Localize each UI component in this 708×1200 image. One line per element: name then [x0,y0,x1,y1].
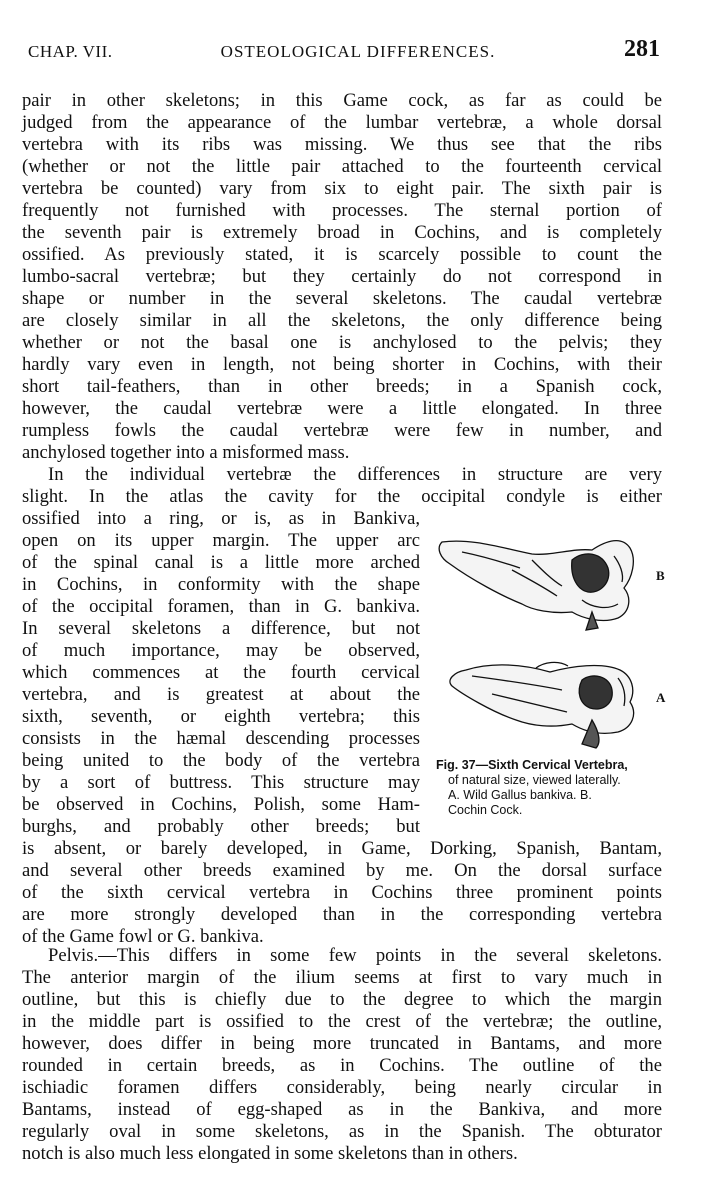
figure-label-b: B [656,568,665,583]
text-line: ossified into a ring, or is, as in Bankiva, [22,508,420,529]
text-line: shape or number in the several skeletons. The caudal vertebræ [22,288,662,309]
text-line: slight. In the atlas the cavity for the occipital condyle is either [22,486,662,507]
paragraph-vertebrae-rest [22,838,662,948]
text-line: hardly vary even in length, not being shorter in Cochins, with their [22,354,662,375]
vertebra-a-drawing [450,662,634,748]
paragraph-pelvis [22,945,662,1165]
text-line: is absent, or barely developed, in Game, Dorking, Spanish, Bantam, [22,838,662,859]
text-line: of the Game fowl or G. bankiva. [22,926,264,947]
text-line: in the middle part is ossified to the crest of the vertebræ; the outline, [22,1011,662,1032]
text-line: rumpless fowls the caudal vertebræ were few in number, and [22,420,662,441]
text-line: in Cochins, in conformity with the shape [22,574,420,595]
text-line: rounded in certain breeds, as in Cochins. The outline of the [22,1055,662,1076]
running-title: OSTEOLOGICAL DIFFERENCES. [220,42,496,61]
text-line: however, does differ in being more truncated in Bantams, and more [22,1033,662,1054]
paragraph-ribs [22,90,662,464]
text-line: vertebra, and is greatest at about the [22,684,420,705]
running-header [28,38,660,68]
text-line: whether or not the basal one is anchylosed to the pelvis; they [22,332,662,353]
page-number: 281 [624,36,660,62]
text-line: and several other breeds examined by me. On the dorsal surface [22,860,662,881]
text-line: ossified. As previously stated, it is scarcely possible to count the [22,244,662,265]
text-line: the seventh pair is extremely broad in Cochins, and is completely [22,222,662,243]
text-line: are more strongly developed than in the corresponding vertebra [22,904,662,925]
text-line: by a sort of buttress. This structure may [22,772,420,793]
paragraph-vertebrae-narrow [22,508,420,838]
text-line: pair in other skeletons; in this Game cock, as far as could be [22,90,662,111]
text-line: In several skeletons a difference, but not [22,618,420,639]
text-line: vertebra be counted) vary from six to eight pair. The sixth pair is [22,178,662,199]
text-line: of much importance, may be observed, [22,640,420,661]
text-line: outline, but this is chiefly due to the degree to which the margin [22,989,662,1010]
text-line: notch is also much less elongated in some skeletons than in others. [22,1143,518,1164]
caption-line-1: of natural size, viewed laterally. [448,773,621,787]
text-line: sixth, seventh, or eighth vertebra; this [22,706,420,727]
text-line: vertebra with its ribs was missing. We thus see that the ribs [22,134,662,155]
text-line: The anterior margin of the ilium seems at first to vary much in [22,967,662,988]
figure-label-a: A [656,690,666,705]
text-line: regularly oval in some skeletons, as in the Spanish. The obturator [22,1121,662,1142]
chapter-label: CHAP. VII. [28,42,113,61]
caption-line-2: A. Wild Gallus bankiva. B. [448,788,592,802]
text-line: lumbo-sacral vertebræ; but they certainly do not correspond in [22,266,662,287]
caption-title: Fig. 37—Sixth Cervical Vertebra, [436,758,628,772]
text-line: consists in the hæmal descending processes [22,728,420,749]
caption-line-3: Cochin Cock. [448,803,523,817]
text-line: Bantams, instead of egg-shaped as in the Bankiva, and more [22,1099,662,1120]
text-line: burghs, and probably other breeds; but [22,816,420,837]
text-line: be observed in Cochins, Polish, some Ham- [22,794,420,815]
vertebra-b-drawing [439,541,633,630]
text-line: (whether or not the little pair attached to the fourteenth cervical [22,156,662,177]
text-line: open on its upper margin. The upper arc [22,530,420,551]
vertebra-illustration [432,520,668,760]
text-line: however, the caudal vertebræ were a little elongated. In three [22,398,662,419]
text-line: ischiadic foramen differs considerably, being nearly circular in [22,1077,662,1098]
paragraph-vertebrae-intro [22,464,662,508]
text-line: Pelvis.—This differs in some few points in the several skeletons. [48,945,662,966]
text-line: which commences at the fourth cervical [22,662,420,683]
text-line: anchylosed together into a misformed mass. [22,442,350,463]
text-line: being united to the body of the vertebra [22,750,420,771]
text-line: frequently not furnished with processes. The sternal portion of [22,200,662,221]
figure-caption [436,758,672,818]
text-line: of the sixth cervical vertebra in Cochins three prominent points [22,882,662,903]
text-line: are closely similar in all the skeletons, the only difference being [22,310,662,331]
text-line: of the occipital foramen, than in G. bankiva. [22,596,420,617]
text-line: of the spinal canal is a little more arched [22,552,420,573]
text-line: judged from the appearance of the lumbar vertebræ, a whole dorsal [22,112,662,133]
text-line: In the individual vertebræ the differences in structure are very [48,464,662,485]
text-line: short tail-feathers, than in other breeds; in a Spanish cock, [22,376,662,397]
